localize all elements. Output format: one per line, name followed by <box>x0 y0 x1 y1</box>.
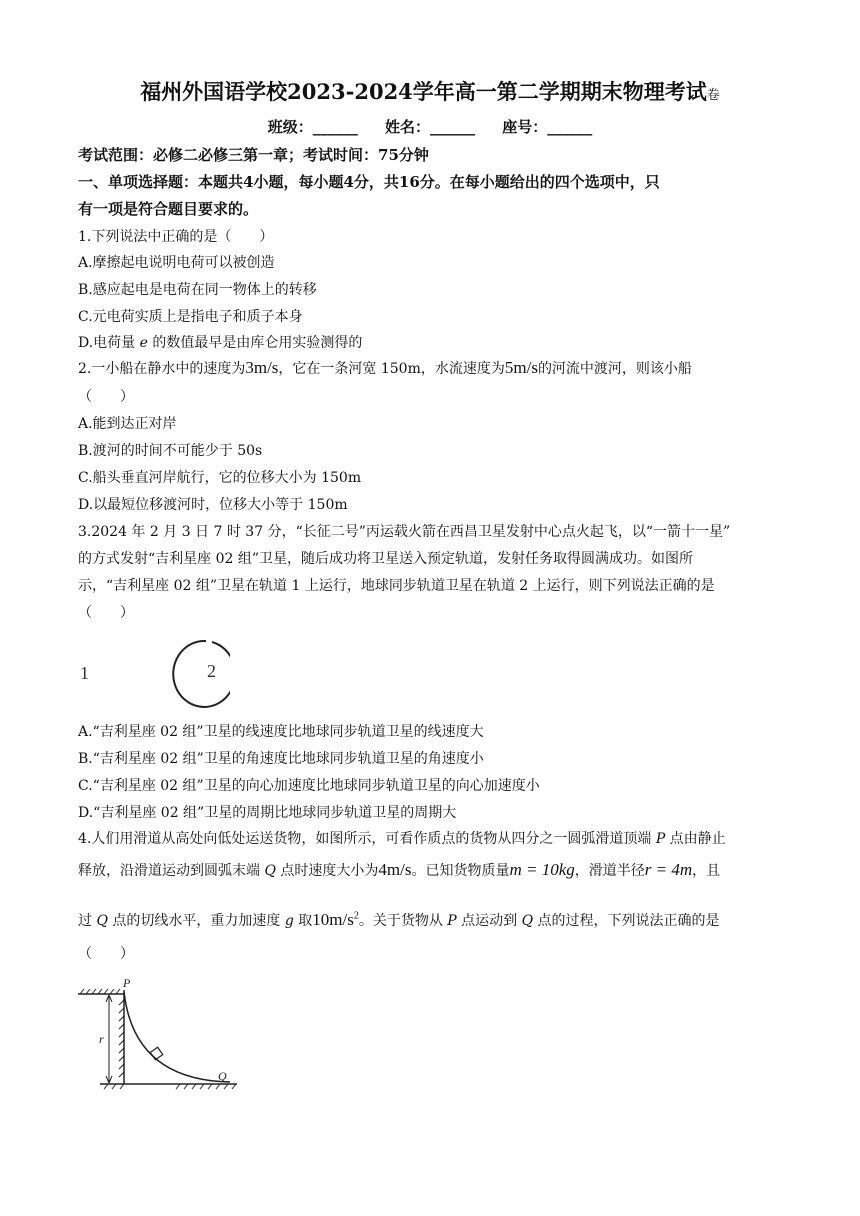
q2-option-a: A.能到达正对岸 <box>78 416 177 432</box>
exam-title <box>0 76 860 106</box>
q4-paren: （ ） <box>78 946 134 962</box>
q4-l3-f: 点的过程，下列说法正确的是 <box>533 913 720 929</box>
q3-option-a: A.“吉利星座 02 组”卫星的线速度比地球同步轨道卫星的线速度大 <box>78 724 484 740</box>
q4-l3-p: P <box>447 913 457 929</box>
exam-title-text: 福州外国语学校2023-2024学年高一第二学期期末物理考试 <box>140 79 707 104</box>
q4-l2-b: 点时速度大小为 <box>275 863 379 879</box>
slide-figure <box>72 972 247 1097</box>
q4-radius: r = 4m <box>644 860 693 879</box>
q3-option-d: D.“吉利星座 02 组”卫星的周期比地球同步轨道卫星的周期大 <box>78 805 457 821</box>
orbit-label-2: 2 <box>207 661 216 681</box>
q2-stem-c: 的河流中渡河，则该小船 <box>537 361 692 377</box>
q3-stem-line3: 示，“吉利星座 02 组”卫星在轨道 1 上运行，地球同步轨道卫星在轨道 2 上运行，则下列说法正确的是 <box>78 578 715 594</box>
q1-option-b: B.感应起电是电荷在同一物体上的转移 <box>78 282 317 298</box>
q4-l3-q1: Q <box>96 913 108 929</box>
q4-l3-d: 。关于货物从 <box>358 913 448 929</box>
q4-l1-a: 4.人们用滑道从高处向低处运送货物，如图所示，可看作质点的货物从四分之一圆弧滑道顶端 <box>78 831 656 847</box>
q4-l1-b: 点由静止 <box>665 831 726 847</box>
exam-scope: 考试范围：必修二必修三第一章；考试时间：75分钟 <box>78 146 429 164</box>
orbit-figure <box>70 630 230 710</box>
q4-g-var: g <box>284 913 294 929</box>
name-field: 姓名：______ <box>384 118 475 136</box>
q2-boat-speed: 3m/s <box>245 358 279 377</box>
q4-stem-line3 <box>78 910 720 930</box>
q4-l2-a: 释放，沿滑道运动到圆弧末端 <box>78 863 265 879</box>
q4-point-p: P <box>655 831 666 847</box>
orbit-circle <box>173 641 230 707</box>
q3-stem-line1: 3.2024 年 2 月 3 日 7 时 37 分，“长征二号”丙运载火箭在西昌卫星发射中心点火起飞，以“一箭十一星” <box>78 524 731 540</box>
q1-d-pre: D.电荷量 <box>78 335 140 351</box>
q2-option-c: C.船头垂直河岸航行，它的位移大小为 150m <box>78 470 362 486</box>
q4-g-exp: 2 <box>353 910 359 922</box>
q1-option-a: A.摩擦起电说明电荷可以被创造 <box>78 255 275 271</box>
q4-g-val-text: 10m/s <box>312 910 354 929</box>
q2-stem-a: 2.一小船在静水中的速度为 <box>78 361 246 377</box>
orbit-label-1: 1 <box>80 663 89 683</box>
class-field: 班级：______ <box>267 118 358 136</box>
seat-field: 座号：______ <box>502 118 593 136</box>
q3-paren: （ ） <box>78 605 134 621</box>
q3-stem-line2: 的方式发射“吉利星座 02 组”卫星，随后成功将卫星送入预定轨道，发射任务取得圆满成功。如图所 <box>78 551 694 567</box>
q1-d-post: 的数值最早是由库仑用实验测得的 <box>147 335 363 351</box>
q4-l2-c: 。已知货物质量 <box>411 863 510 879</box>
q4-l3-c: 取 <box>293 913 313 929</box>
section-heading-line1: 一、单项选择题：本题共4小题，每小题4分，共16分。在每小题给出的四个选项中，只 <box>78 173 660 191</box>
q3-option-c: C.“吉利星座 02 组”卫星的向心加速度比地球同步轨道卫星的向心加速度小 <box>78 778 540 794</box>
q4-mass: m = 10kg <box>509 860 575 879</box>
exam-title-suffix: 卷 <box>706 88 720 103</box>
student-info-row <box>0 116 860 137</box>
q2-option-b: B.渡河的时间不可能少于 50s <box>78 443 263 459</box>
fig-label-q: Q <box>218 1069 227 1083</box>
q4-l3-a: 过 <box>78 913 97 929</box>
q4-stem-line2 <box>78 860 720 880</box>
q4-speed: 4m/s <box>378 860 412 879</box>
slide-curve <box>124 992 230 1082</box>
q1-option-d <box>78 332 362 352</box>
q3-option-b: B.“吉利星座 02 组”卫星的角速度比地球同步轨道卫星的角速度小 <box>78 751 484 767</box>
q4-l2-e: ，且 <box>692 863 721 879</box>
q2-option-d: D.以最短位移渡河时，位移大小等于 150m <box>78 497 348 513</box>
fig-label-r: r <box>99 1032 104 1046</box>
q4-l3-e: 点运动到 <box>456 913 522 929</box>
q1-d-var: e <box>139 335 148 351</box>
q4-g-value <box>312 910 359 929</box>
q4-stem-line1 <box>78 828 726 848</box>
q4-l3-b: 点的切线水平，重力加速度 <box>107 913 285 929</box>
q1-stem: 1.下列说法中正确的是（ ） <box>78 229 274 245</box>
q2-paren: （ ） <box>78 389 134 405</box>
q1-option-c: C.元电荷实质上是指电子和质子本身 <box>78 309 303 325</box>
q4-l2-d: ，滑道半径 <box>574 863 645 879</box>
section-heading-line2: 有一项是符合题目要求的。 <box>78 200 259 218</box>
q2-stem <box>78 358 692 378</box>
q4-l3-q2: Q <box>521 913 534 929</box>
fig-label-p: P <box>123 976 131 990</box>
q2-stem-b: ，它在一条河宽 150m，水流速度为 <box>278 361 505 377</box>
q4-point-q: Q <box>264 863 276 879</box>
cargo-block <box>150 1047 163 1060</box>
q2-water-speed: 5m/s <box>504 358 538 377</box>
